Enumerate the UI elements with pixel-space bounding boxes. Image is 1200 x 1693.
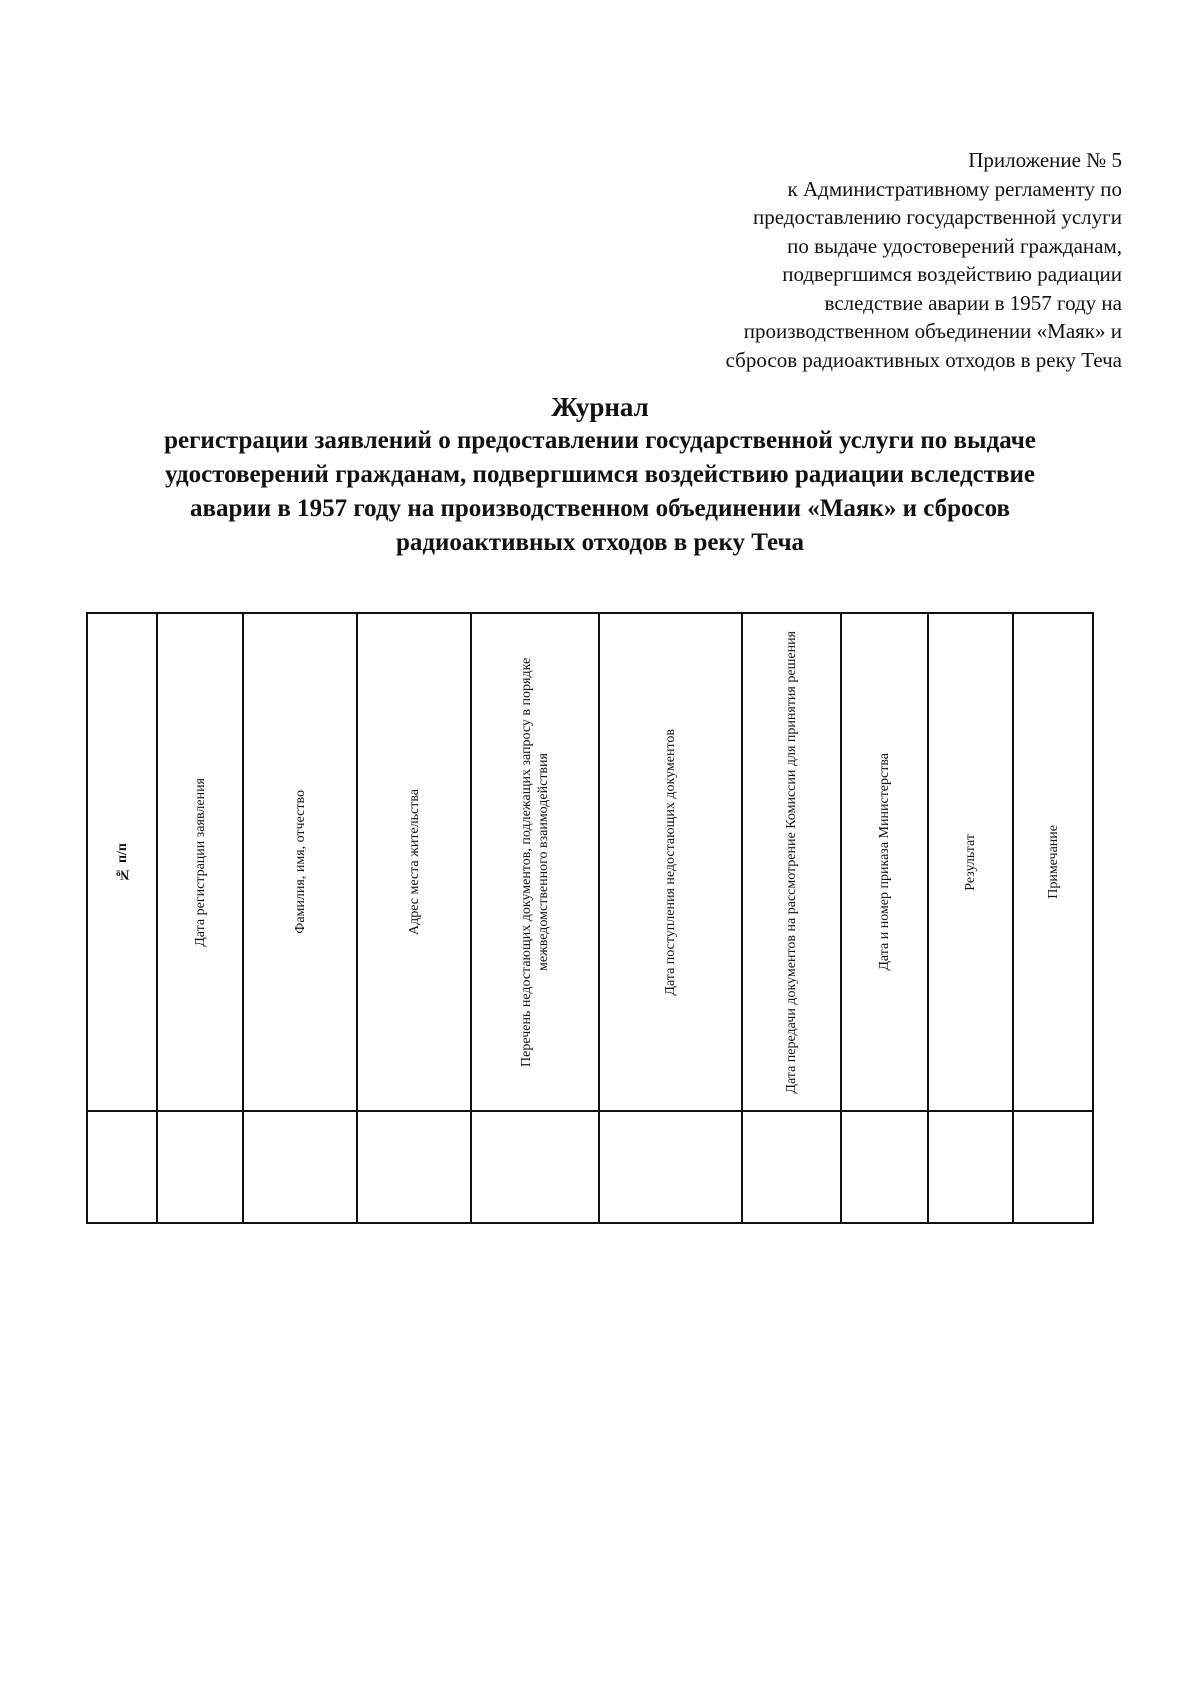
table-row <box>87 1111 1093 1223</box>
table-cell <box>599 1111 742 1223</box>
header-label: Дата регистрации заявления <box>192 777 208 947</box>
journal-title-block <box>60 390 1140 560</box>
header-cell-result <box>928 613 1013 1111</box>
header-cell-address <box>357 613 471 1111</box>
header-label: Дата передачи документов на рассмотрение Комиссии для принятия решения <box>784 630 799 1094</box>
header-label: Фамилия, имя, отчество <box>292 790 308 934</box>
table-cell <box>928 1111 1013 1223</box>
header-cell-note <box>1013 613 1093 1111</box>
header-cell-registration-date <box>157 613 243 1111</box>
table-cell <box>357 1111 471 1223</box>
header-label: Дата поступления недостающих документов <box>663 728 678 996</box>
table-header-row <box>87 613 1093 1111</box>
header-label: Примечание <box>1045 825 1061 899</box>
journal-title: Журнал <box>551 392 649 422</box>
journal-subtitle <box>60 424 1140 560</box>
header-cell-missing-documents <box>471 613 599 1111</box>
appendix-line: Приложение № 5 <box>968 148 1122 172</box>
journal-subtitle-line: удостоверений гражданам, подвергшимся воздействию радиации вследствие <box>165 461 1035 488</box>
journal-subtitle-line: радиоактивных отходов в реку Теча <box>395 529 805 556</box>
journal-subtitle-line: регистрации заявлений о предоставлении государственной услуги по выдаче <box>164 427 1036 454</box>
table-cell <box>841 1111 928 1223</box>
appendix-line: по выдаче удостоверений гражданам, <box>787 233 1122 258</box>
table-cell <box>471 1111 599 1223</box>
appendix-line: сбросов радиоактивных отходов в реку Теча <box>725 347 1122 372</box>
table-cell <box>1013 1111 1093 1223</box>
appendix-line: предоставлению государственной услуги <box>753 205 1122 229</box>
header-cell-commission-transfer-date <box>742 613 841 1111</box>
appendix-line: подвергшимся воздействию радиации <box>782 262 1122 286</box>
header-label: Перечень недостающих документов, подлежащих запросу в порядке межведомственного взаимодействия <box>519 657 551 1067</box>
header-cell-number <box>87 613 157 1111</box>
header-cell-order-date-number <box>841 613 928 1111</box>
appendix-line: к Административному регламенту по <box>787 176 1122 201</box>
table-cell <box>157 1111 243 1223</box>
header-cell-documents-receipt-date <box>599 613 742 1111</box>
header-label: Адрес места жительства <box>406 789 422 935</box>
appendix-line: производственном объединении «Маяк» и <box>743 319 1122 343</box>
header-cell-full-name <box>243 613 357 1111</box>
appendix-line: вследствие аварии в 1957 году на <box>824 290 1122 315</box>
table-cell <box>243 1111 357 1223</box>
header-label: Результат <box>963 833 978 891</box>
table-cell <box>742 1111 841 1223</box>
table-cell <box>87 1111 157 1223</box>
appendix-block <box>602 146 1122 374</box>
header-label: № п/п <box>114 842 130 882</box>
registration-journal-table <box>86 612 1094 1224</box>
header-label: Дата и номер приказа Министерства <box>877 753 892 971</box>
journal-subtitle-line: аварии в 1957 году на производственном объединении «Маяк» и сбросов <box>189 495 1011 522</box>
